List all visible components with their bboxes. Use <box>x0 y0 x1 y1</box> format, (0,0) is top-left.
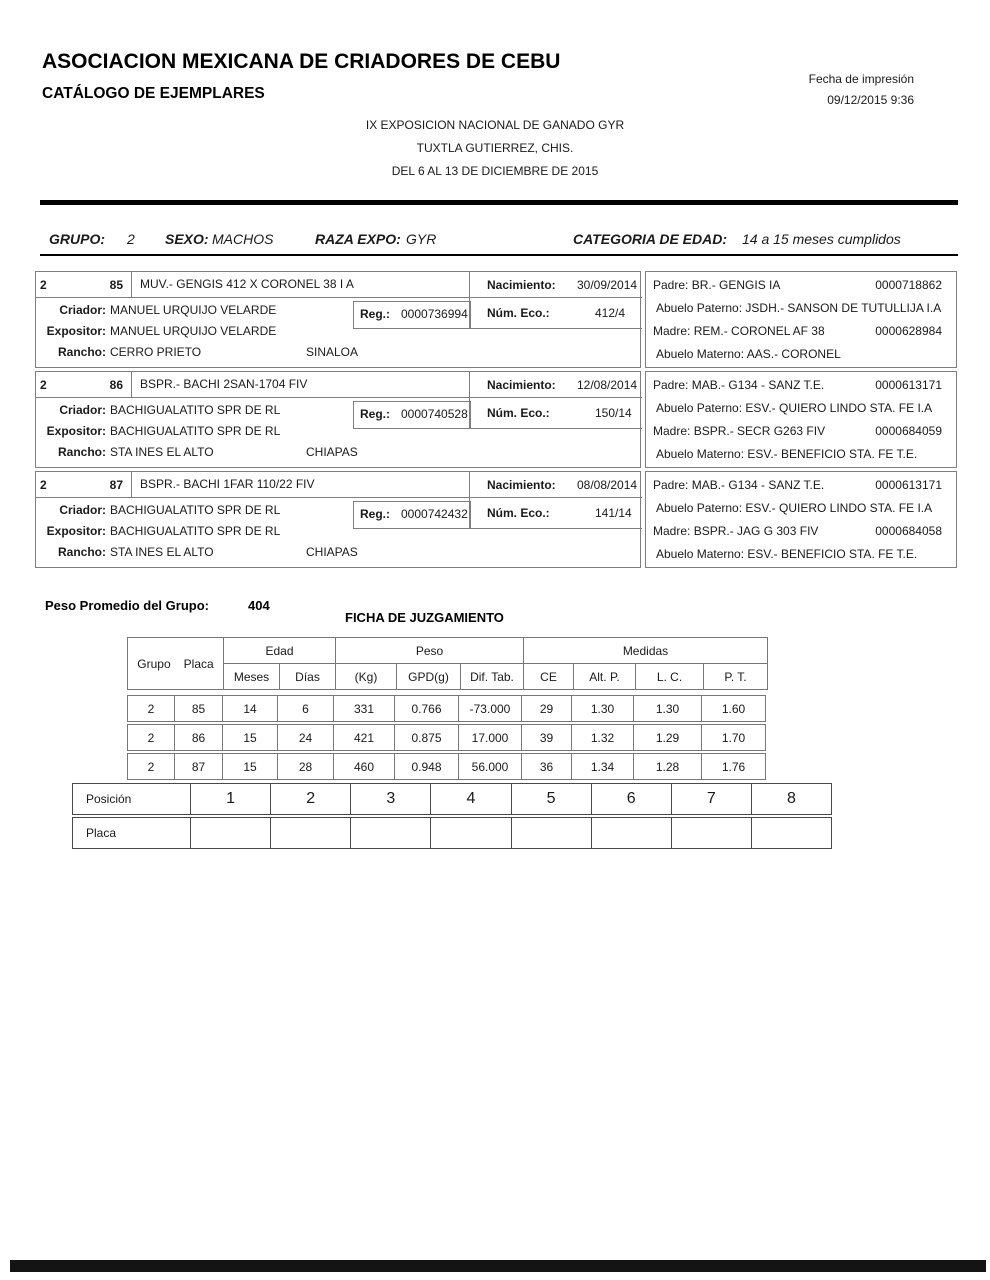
abuelo-materno-line <box>656 447 917 461</box>
ficha-row <box>127 724 768 751</box>
posicion-number: 7 <box>672 784 752 814</box>
posicion-number: 6 <box>592 784 672 814</box>
cell: 85 <box>174 695 223 722</box>
padre-label: Padre: <box>653 278 689 292</box>
reg-value: 0000742432 <box>401 507 468 521</box>
criador-value: MANUEL URQUIJO VELARDE <box>110 303 277 317</box>
event-location: TUXTLA GUTIERREZ, CHIS. <box>416 141 574 155</box>
nacimiento-cell <box>469 372 642 398</box>
registro-box <box>353 501 471 529</box>
rancho-line <box>36 545 214 559</box>
expositor-value: BACHIGUALATITO SPR DE RL <box>110 424 281 438</box>
criador-label: Criador: <box>59 303 106 317</box>
padre-reg: 0000613171 <box>875 378 942 392</box>
num-eco-value: 150/14 <box>595 406 632 420</box>
page-title: ASOCIACION MEXICANA DE CRIADORES DE CEBU <box>42 50 561 73</box>
num-eco-value: 412/4 <box>595 306 626 320</box>
num-eco-value: 141/14 <box>595 506 632 520</box>
grupo-placa-cell <box>36 272 132 298</box>
criador-line <box>36 503 280 517</box>
header-grupo-placa <box>127 637 224 690</box>
expositor-line <box>36 524 280 538</box>
animal-main-panel <box>35 271 641 368</box>
abuelo-paterno-line <box>656 301 941 315</box>
nacimiento-value: 08/08/2014 <box>577 478 638 492</box>
padre-label: Padre: <box>653 478 689 492</box>
cell: 1.30 <box>571 695 634 722</box>
criador-line <box>36 403 280 417</box>
abuelo-materno-value: AAS.- CORONEL <box>746 347 841 361</box>
cell: 331 <box>333 695 395 722</box>
placa-label: Placa <box>73 818 191 848</box>
criador-label: Criador: <box>59 403 106 417</box>
abuelo-paterno-line <box>656 401 932 415</box>
posicion-label: Posición <box>73 784 191 814</box>
num-eco-cell <box>469 498 642 529</box>
cell: 421 <box>333 724 395 751</box>
cell: 0.948 <box>394 753 459 780</box>
posicion-number: 3 <box>351 784 431 814</box>
abuelo-paterno-label: Abuelo Paterno: <box>656 501 743 515</box>
rancho-value: STA INES EL ALTO <box>110 445 214 459</box>
cell: 2 <box>127 724 175 751</box>
animal-name: BSPR.- BACHI 1FAR 110/22 FIV <box>132 472 470 498</box>
registro-box <box>353 301 471 329</box>
posicion-number: 8 <box>786 790 796 807</box>
padre-value: MAB.- G134 - SANZ T.E. <box>691 378 825 392</box>
cell: 1.70 <box>701 724 766 751</box>
madre-value: REM.- CORONEL AF 38 <box>693 324 825 338</box>
cell: 6 <box>277 695 334 722</box>
placa-cell-empty <box>512 818 592 848</box>
animal-main-panel <box>35 471 641 568</box>
cell: -73.000 <box>458 695 522 722</box>
animal-record <box>35 471 957 568</box>
madre-value: BSPR.- JAG G 303 FIV <box>693 524 819 538</box>
abuelo-materno-line <box>656 547 917 561</box>
cell: 14 <box>222 695 278 722</box>
criador-value: BACHIGUALATITO SPR DE RL <box>110 403 281 417</box>
header-dif-tab: Dif. Tab. <box>460 663 524 690</box>
animal-grupo: 2 <box>40 277 47 292</box>
cell: 460 <box>333 753 395 780</box>
animal-placa: 87 <box>109 477 123 492</box>
cell: 1.76 <box>701 753 766 780</box>
expositor-line <box>36 424 280 438</box>
madre-line <box>653 424 825 438</box>
estado-value: SINALOA <box>306 345 359 359</box>
num-eco-label: Núm. Eco.: <box>487 506 550 520</box>
padre-line <box>653 378 824 392</box>
padre-line <box>653 278 780 292</box>
cell: 1.28 <box>633 753 702 780</box>
nacimiento-cell <box>469 272 642 298</box>
header-grupo: Grupo <box>137 656 171 671</box>
cell: 1.29 <box>633 724 702 751</box>
reg-label: Reg.: <box>360 407 390 421</box>
pedigree-panel <box>645 271 957 368</box>
rancho-line <box>36 445 214 459</box>
expositor-label: Expositor: <box>46 424 106 438</box>
madre-value: BSPR.- SECR G263 FIV <box>693 424 826 438</box>
cell: 1.34 <box>571 753 634 780</box>
animal-name: MUV.- GENGIS 412 X CORONEL 38 I A <box>132 272 470 298</box>
header-edad: Edad <box>223 637 336 664</box>
ficha-row <box>127 753 768 780</box>
animal-record <box>35 371 957 468</box>
rancho-value: CERRO PRIETO <box>110 345 202 359</box>
posicion-row <box>72 783 832 815</box>
ficha-table-header <box>127 637 768 690</box>
cell: 1.32 <box>571 724 634 751</box>
print-info <box>809 69 914 111</box>
pedigree-panel <box>645 471 957 568</box>
num-eco-label: Núm. Eco.: <box>487 406 550 420</box>
cell: 39 <box>521 724 572 751</box>
posicion-number: 4 <box>431 784 511 814</box>
cell: 0.875 <box>394 724 459 751</box>
page-subtitle: CATÁLOGO DE EJEMPLARES <box>42 85 265 102</box>
cell: 2 <box>127 695 175 722</box>
grupo-value: 2 <box>127 231 135 247</box>
padre-label: Padre: <box>653 378 689 392</box>
animal-placa: 86 <box>109 377 123 392</box>
madre-label: Madre: <box>653 524 691 538</box>
animal-record <box>35 271 957 368</box>
animal-grupo: 2 <box>40 477 47 492</box>
num-eco-label: Núm. Eco.: <box>487 306 550 320</box>
placa-cell-empty <box>752 818 831 848</box>
nacimiento-value: 30/09/2014 <box>577 278 638 292</box>
header-placa: Placa <box>183 656 214 671</box>
madre-label: Madre: <box>653 324 691 338</box>
madre-reg: 0000628984 <box>875 324 942 338</box>
rancho-label: Rancho: <box>58 545 106 559</box>
criador-label: Criador: <box>59 503 106 517</box>
abuelo-paterno-value: JSDH.- SANSON DE TUTULLIJA I.A <box>745 301 942 315</box>
registro-box <box>353 401 471 429</box>
categoria-edad-value: 14 a 15 meses cumplidos <box>742 231 901 247</box>
rancho-value: STA INES EL ALTO <box>110 545 214 559</box>
grupo-label: GRUPO: <box>49 231 105 247</box>
event-dates: DEL 6 AL 13 DE DICIEMBRE DE 2015 <box>391 164 599 178</box>
header-gpd: GPD(g) <box>396 663 461 690</box>
expositor-label: Expositor: <box>46 524 106 538</box>
grupo-placa-cell <box>36 472 132 498</box>
criador-line <box>36 303 276 317</box>
cell: 28 <box>277 753 334 780</box>
animal-grupo: 2 <box>40 377 47 392</box>
rancho-label: Rancho: <box>58 445 106 459</box>
placa-cell-empty <box>431 818 511 848</box>
reg-value: 0000736994 <box>401 307 468 321</box>
sexo-value: MACHOS <box>212 231 274 247</box>
nacimiento-label: Nacimiento: <box>487 378 556 392</box>
print-datetime: 09/12/2015 9:36 <box>827 93 914 107</box>
reg-label: Reg.: <box>360 307 390 321</box>
header-meses: Meses <box>223 663 280 690</box>
cell: 36 <box>521 753 572 780</box>
cell: 2 <box>127 753 175 780</box>
rancho-line <box>36 345 201 359</box>
cell: 24 <box>277 724 334 751</box>
posicion-number: 1 <box>191 784 271 814</box>
padre-reg: 0000613171 <box>875 478 942 492</box>
header-alt-p: Alt. P. <box>573 663 636 690</box>
abuelo-materno-line <box>656 347 841 361</box>
grupo-placa-cell <box>36 372 132 398</box>
raza-expo-value: GYR <box>406 231 437 247</box>
abuelo-materno-label: Abuelo Materno: <box>656 547 745 561</box>
posicion-table <box>72 783 832 849</box>
madre-reg: 0000684059 <box>875 424 942 438</box>
abuelo-paterno-value: ESV.- QUIERO LINDO STA. FE I.A <box>745 401 933 415</box>
header-peso: Peso <box>335 637 524 664</box>
ficha-title: FICHA DE JUZGAMIENTO <box>345 610 504 625</box>
placa-cell-empty <box>351 818 431 848</box>
header-l-c: L. C. <box>635 663 704 690</box>
raza-expo-label: RAZA EXPO: <box>315 231 401 247</box>
abuelo-materno-label: Abuelo Materno: <box>656 347 745 361</box>
abuelo-materno-value: ESV.- BENEFICIO STA. FE T.E. <box>747 447 918 461</box>
cell: 56.000 <box>458 753 522 780</box>
reg-label: Reg.: <box>360 507 390 521</box>
pedigree-panel <box>645 371 957 468</box>
header-medidas: Medidas <box>523 637 768 664</box>
madre-reg: 0000684058 <box>875 524 942 538</box>
sexo-label: SEXO: <box>165 231 209 247</box>
abuelo-materno-value: ESV.- BENEFICIO STA. FE T.E. <box>747 547 918 561</box>
abuelo-materno-label: Abuelo Materno: <box>656 447 745 461</box>
abuelo-paterno-line <box>656 501 932 515</box>
nacimiento-label: Nacimiento: <box>487 278 556 292</box>
criador-value: BACHIGUALATITO SPR DE RL <box>110 503 281 517</box>
nacimiento-label: Nacimiento: <box>487 478 556 492</box>
expositor-label: Expositor: <box>46 324 106 338</box>
header-dias: Días <box>279 663 336 690</box>
abuelo-paterno-value: ESV.- QUIERO LINDO STA. FE I.A <box>745 501 933 515</box>
peso-promedio-label: Peso Promedio del Grupo: <box>45 598 209 613</box>
page-footer-rule <box>10 1260 986 1272</box>
padre-value: BR.- GENGIS IA <box>691 278 781 292</box>
expositor-line <box>36 324 276 338</box>
cell: 15 <box>222 753 278 780</box>
padre-reg: 0000718862 <box>875 278 942 292</box>
cell: 29 <box>521 695 572 722</box>
posicion-number: 2 <box>271 784 351 814</box>
expositor-value: BACHIGUALATITO SPR DE RL <box>110 524 281 538</box>
animal-placa: 85 <box>109 277 123 292</box>
cell: 15 <box>222 724 278 751</box>
animal-name: BSPR.- BACHI 2SAN-1704 FIV <box>132 372 470 398</box>
event-info <box>30 114 960 183</box>
abuelo-paterno-label: Abuelo Paterno: <box>656 401 743 415</box>
madre-label: Madre: <box>653 424 691 438</box>
placa-cell-empty <box>592 818 672 848</box>
madre-line <box>653 324 825 338</box>
peso-promedio-value: 404 <box>248 598 270 613</box>
nacimiento-value: 12/08/2014 <box>577 378 638 392</box>
num-eco-cell <box>469 298 642 329</box>
placa-cell-empty <box>271 818 351 848</box>
reg-value: 0000740528 <box>401 407 468 421</box>
estado-value: CHIAPAS <box>306 445 358 459</box>
print-date-label: Fecha de impresión <box>808 72 914 86</box>
nacimiento-cell <box>469 472 642 498</box>
ficha-table <box>127 637 768 774</box>
ficha-row <box>127 695 768 722</box>
cell: 0.766 <box>394 695 459 722</box>
abuelo-paterno-label: Abuelo Paterno: <box>656 301 743 315</box>
posicion-number: 5 <box>512 784 592 814</box>
padre-value: MAB.- G134 - SANZ T.E. <box>691 478 825 492</box>
placa-row <box>72 817 832 849</box>
header-kg: (Kg) <box>335 663 397 690</box>
padre-line <box>653 478 824 492</box>
rancho-label: Rancho: <box>58 345 106 359</box>
num-eco-cell <box>469 398 642 429</box>
cell: 17.000 <box>458 724 522 751</box>
event-name: IX EXPOSICION NACIONAL DE GANADO GYR <box>365 118 625 132</box>
placa-cell-empty <box>672 818 752 848</box>
cell: 87 <box>174 753 223 780</box>
cell: 1.30 <box>633 695 702 722</box>
cell: 1.60 <box>701 695 766 722</box>
animal-main-panel <box>35 371 641 468</box>
categoria-edad-label: CATEGORIA DE EDAD: <box>573 231 727 247</box>
estado-value: CHIAPAS <box>306 545 358 559</box>
placa-cell-empty <box>191 818 271 848</box>
header-rule <box>40 200 958 205</box>
header-p-t: P. T. <box>703 663 768 690</box>
cell: 86 <box>174 724 223 751</box>
madre-line <box>653 524 818 538</box>
group-rule <box>40 254 958 256</box>
expositor-value: MANUEL URQUIJO VELARDE <box>110 324 277 338</box>
header-ce: CE <box>523 663 574 690</box>
